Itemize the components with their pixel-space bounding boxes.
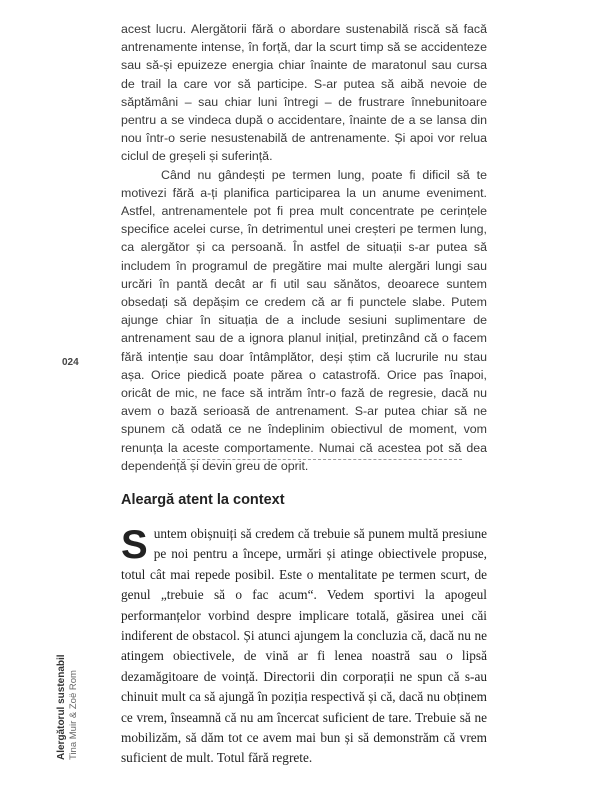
intro-paragraph-2: Când nu gândești pe termen lung, poate fi dificil să te motivezi fără a-ți planifica participarea la un anume eveniment. Astfel, antrenamentele pot fi prea mult concentrate pe cerințele specifice acelei curse, în detrimentul unei creșteri pe termen lung, ca alergător și ca persoană. În astfel de situații s-ar putea să includem în programul de pregătire mai multe alergări lungi sau urcări în pantă decât ar fi util sau sănătos, deoarece suntem obsedați să depășim ce credem că ar fi punctele slabe. Putem ajunge chiar în situația de a include sesiuni suplimentare de antrenament sau de a ignora planul inițial, pretinzând că o facem fără intenție sau doar întâmplător, deși știm că lucrurile nu stau așa. Orice piedică poate părea o catastrofă. Orice pas înapoi, oricât de mic, ne face să intrăm într-o fază de regresie, dacă nu avem o bază serioasă de antrenament. S-ar putea chiar să ne spunem că odată ce ne îndeplinim obiectivul de moment, vom renunța la aceste comportamente. Numai că acestea pot să dea dependență și devin greu de oprit. (121, 167, 487, 473)
section-body (121, 524, 487, 769)
book-authors: Tina Muir & Zoë Rom (68, 670, 79, 760)
section-paragraph (121, 524, 487, 769)
book-title: Alergătorul sustenabil (56, 654, 67, 760)
intro-text-block (121, 20, 487, 475)
section-divider (172, 459, 462, 460)
drop-cap: S (121, 523, 148, 567)
intro-paragraph-1: acest lucru. Alergătorii fără o abordare sustenabilă riscă să facă antrenamente intense, în forță, dar la scurt timp să se accidenteze sau să-și epuizeze energia chiar înainte de maratonul sau cursa de trail la care vor să participe. S-ar putea să aibă nevoie de săptămâni – sau chiar luni întregi – de frustrare înnebunitoare pentru a se vindeca după o accidentare, înainte de a se lansa din nou într-o serie nesustenabilă de antrenamente. Și apoi vor relua ciclul de greșeli și suferință. (121, 22, 487, 164)
section-paragraph-text: untem obișnuiți să credem că trebuie să punem multă presiune pe noi pentru a începe, urmări și atinge obiectivele propuse, totul cât mai repede posibil. Este o mentalitate pe termen scurt, de genul „trebuie să o fac acum“. Vedem sportivi la apogeul performanțelor vorbind despre implicare totală, găsirea unei căi indiferent de obstacol. Și atunci ajungem la concluzia că, dacă nu ne atingem obiectivele, de vină ar fi lenea noastră sau o lipsă dezamăgitoare de voință. Directorii din corporații ne spun că s-au chinuit mult ca să ajungă în poziția respectivă și că, dacă nu obținem ce vrem, înseamnă că nu am încercat suficient de tare. Trebuie să ne mobilizăm, să dăm tot ce avem mai bun și să demonstrăm că vrem suficient de mult. Totul fără regrete. (121, 526, 487, 766)
page-number: 024 (62, 357, 79, 368)
running-side-caption (56, 654, 80, 760)
section-title: Aleargă atent la context (121, 492, 285, 508)
